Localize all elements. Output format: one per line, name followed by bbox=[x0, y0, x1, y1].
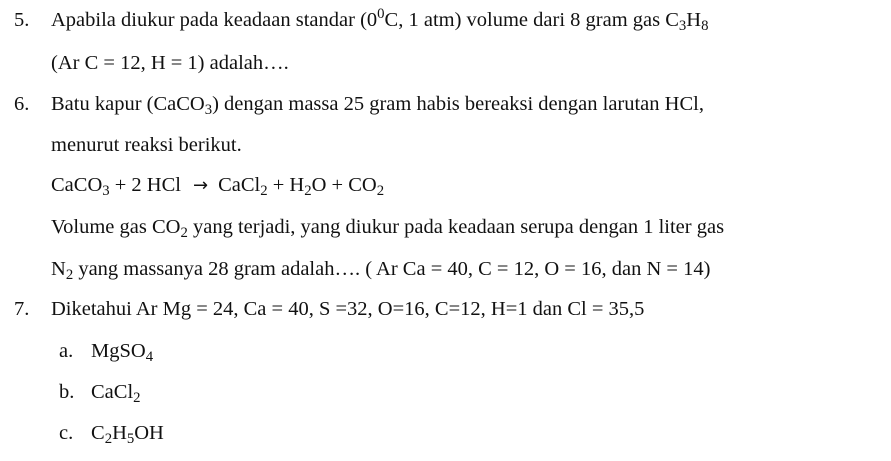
question-text: Batu kapur (CaCO$_3$) dengan massa 25 gram habis bereaksi dengan larutan HCl, bbox=[51, 93, 704, 119]
question-text: (Ar C = 12, H = 1) adalah…. bbox=[51, 52, 289, 74]
question-number: 6. bbox=[14, 93, 30, 115]
option-text: $C_2H_5OH$ bbox=[91, 422, 164, 448]
question-text: menurut reaksi berikut. bbox=[51, 134, 242, 156]
option-letter: c. bbox=[59, 422, 74, 444]
question-text: Volume gas $CO_2$ yang terjadi, yang diukur pada keadaan serupa dengan 1 liter gas bbox=[51, 216, 725, 242]
option-letter: a. bbox=[59, 340, 74, 362]
option-text: CaCl$_2$ bbox=[91, 381, 141, 407]
option-letter: b. bbox=[59, 381, 75, 403]
equation-text: CaCO$_3$ + 2 HCl → CaCl$_2$ + $H_2O + CO_2$ bbox=[51, 174, 385, 200]
question-number: 7. bbox=[14, 298, 30, 320]
question-text: Apabila diukur pada keadaan standar ($0^0C$, 1 atm) volume dari 8 gram gas $C_3H_8$ bbox=[51, 5, 709, 35]
reaction-arrow-icon: → bbox=[193, 175, 209, 196]
question-text: $N_2$ yang massanya 28 gram adalah…. ( Ar Ca = 40, C = 12, O = 16, dan N = 14) bbox=[51, 258, 711, 284]
question-number: 5. bbox=[14, 9, 30, 31]
question-text: Diketahui Ar Mg = 24, Ca = 40, S =32, O=16, C=12, H=1 dan Cl = 35,5 bbox=[51, 298, 645, 320]
option-text: MgSO$_4$ bbox=[91, 340, 154, 366]
